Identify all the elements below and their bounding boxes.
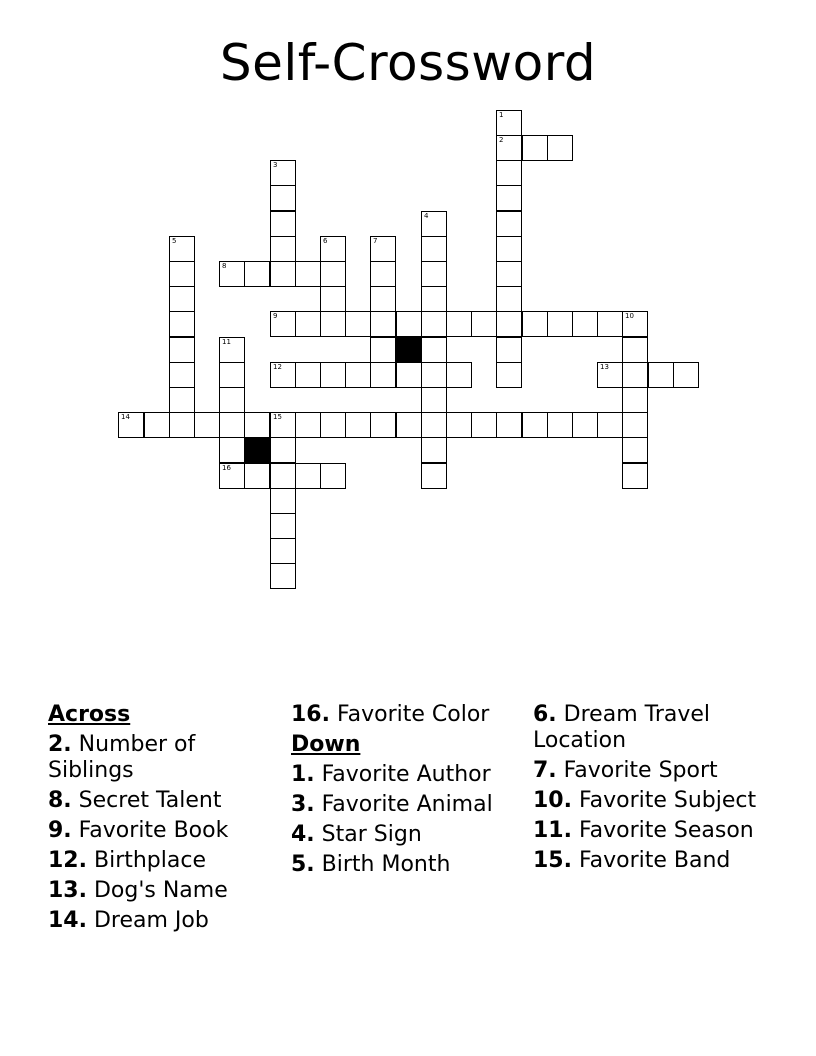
grid-cell[interactable] (421, 387, 447, 413)
clue-column-3 (533, 702, 769, 878)
grid-cell[interactable] (244, 463, 270, 489)
grid-cell[interactable] (597, 311, 623, 337)
grid-cell[interactable] (270, 538, 296, 564)
grid-cell[interactable] (295, 261, 321, 287)
clue-text: Dream Job (93, 908, 209, 933)
grid-cell[interactable] (169, 362, 195, 388)
clue-number: 4. (291, 822, 315, 847)
grid-cell[interactable] (496, 261, 522, 287)
clue-text: Star Sign (321, 822, 422, 847)
grid-cell[interactable] (370, 337, 396, 363)
grid-cell[interactable] (396, 311, 422, 337)
grid-cell[interactable] (421, 412, 447, 438)
cell-number: 1 (499, 111, 504, 119)
grid-cell[interactable] (446, 362, 472, 388)
grid-cell[interactable] (421, 437, 447, 463)
page-title: Self-Crossword (219, 34, 597, 92)
cell-number: 5 (172, 237, 177, 245)
clue-text: Favorite Color (336, 702, 490, 727)
clue-down-7 (533, 758, 769, 784)
grid-cell[interactable] (496, 412, 522, 438)
clue-down-6 (533, 702, 769, 754)
clue-text: Favorite Animal (321, 792, 493, 817)
clue-number: 5. (291, 852, 315, 877)
grid-cell[interactable] (622, 437, 648, 463)
grid-cell[interactable] (345, 362, 371, 388)
grid-cell[interactable] (522, 412, 548, 438)
grid-cell[interactable] (421, 362, 447, 388)
clue-down-3 (291, 792, 527, 818)
clue-number: 9. (48, 818, 72, 843)
grid-cell[interactable] (421, 337, 447, 363)
clue-text: Favorite Season (578, 818, 754, 843)
clue-text: Favorite Subject (578, 788, 757, 813)
cell-number: 6 (323, 237, 328, 245)
clue-number: 2. (48, 732, 72, 757)
grid-cell[interactable] (270, 412, 296, 438)
grid-cell[interactable] (219, 337, 245, 363)
clue-number: 3. (291, 792, 315, 817)
grid-cell[interactable] (496, 337, 522, 363)
grid-cell[interactable] (673, 362, 699, 388)
grid-cell[interactable] (169, 261, 195, 287)
grid-cell[interactable] (496, 211, 522, 237)
grid-cell[interactable] (572, 311, 598, 337)
clue-number: 14. (48, 908, 87, 933)
clue-text: Favorite Author (321, 762, 491, 787)
grid-cell[interactable] (597, 412, 623, 438)
grid-cell[interactable] (370, 236, 396, 262)
grid-cell[interactable] (370, 286, 396, 312)
clue-text: Birth Month (321, 852, 451, 877)
grid-cell[interactable] (597, 362, 623, 388)
grid-cell[interactable] (270, 362, 296, 388)
cell-number: 16 (222, 464, 231, 472)
grid-cell[interactable] (496, 110, 522, 136)
clue-down-10 (533, 788, 769, 814)
grid-cell[interactable] (320, 362, 346, 388)
grid-cell[interactable] (622, 387, 648, 413)
cell-number: 15 (273, 413, 282, 421)
clue-down-1 (291, 762, 527, 788)
clue-text: Dog's Name (93, 878, 228, 903)
grid-cell[interactable] (421, 211, 447, 237)
grid-cell[interactable] (522, 135, 548, 161)
clue-across-8 (48, 788, 284, 814)
grid-cell[interactable] (547, 412, 573, 438)
grid-cell[interactable] (295, 311, 321, 337)
grid-cell[interactable] (169, 337, 195, 363)
grid-cell[interactable] (270, 185, 296, 211)
grid-cell[interactable] (169, 387, 195, 413)
clue-number: 6. (533, 702, 557, 727)
clue-text: Favorite Sport (563, 758, 718, 783)
grid-cell[interactable] (622, 463, 648, 489)
clue-text: Secret Talent (78, 788, 222, 813)
grid-cell[interactable] (421, 261, 447, 287)
cell-number: 13 (600, 363, 609, 371)
grid-cell[interactable] (118, 412, 144, 438)
clue-across-12 (48, 848, 284, 874)
grid-cell[interactable] (295, 463, 321, 489)
grid-cell[interactable] (295, 412, 321, 438)
black-cell (244, 437, 270, 463)
grid-cell[interactable] (421, 236, 447, 262)
grid-cell[interactable] (370, 311, 396, 337)
clue-down-11 (533, 818, 769, 844)
clue-text: Birthplace (93, 848, 206, 873)
grid-cell[interactable] (219, 412, 245, 438)
grid-cell[interactable] (622, 337, 648, 363)
cell-number: 14 (121, 413, 130, 421)
grid-cell[interactable] (270, 211, 296, 237)
grid-cell[interactable] (169, 236, 195, 262)
grid-cell[interactable] (547, 311, 573, 337)
cell-number: 7 (373, 237, 378, 245)
grid-cell[interactable] (622, 311, 648, 337)
grid-cell[interactable] (446, 311, 472, 337)
grid-cell[interactable] (421, 311, 447, 337)
grid-cell[interactable] (169, 311, 195, 337)
grid-cell[interactable] (446, 412, 472, 438)
clue-across-9 (48, 818, 284, 844)
grid-cell[interactable] (219, 463, 245, 489)
cell-number: 4 (424, 212, 429, 220)
grid-cell[interactable] (244, 412, 270, 438)
grid-cell[interactable] (194, 412, 220, 438)
clue-across-13 (48, 878, 284, 904)
clue-text: Dream Travel Location (533, 702, 711, 753)
grid-cell[interactable] (547, 135, 573, 161)
grid-cell[interactable] (320, 463, 346, 489)
grid-cell[interactable] (471, 412, 497, 438)
grid-cell[interactable] (169, 412, 195, 438)
grid-cell[interactable] (144, 412, 170, 438)
clue-column-1 (48, 702, 284, 938)
grid-cell[interactable] (270, 513, 296, 539)
grid-cell[interactable] (270, 311, 296, 337)
grid-cell[interactable] (219, 362, 245, 388)
clue-down-5 (291, 852, 527, 878)
clue-number: 16. (291, 702, 330, 727)
clue-across-16 (291, 702, 527, 728)
grid-cell[interactable] (396, 412, 422, 438)
grid-cell[interactable] (496, 160, 522, 186)
cell-number: 12 (273, 363, 282, 371)
cell-number: 3 (273, 161, 278, 169)
grid-cell[interactable] (471, 311, 497, 337)
grid-cell[interactable] (496, 185, 522, 211)
grid-cell[interactable] (496, 286, 522, 312)
grid-cell[interactable] (320, 412, 346, 438)
grid-cell[interactable] (396, 362, 422, 388)
clue-across-14 (48, 908, 284, 934)
across-heading: Across (48, 702, 131, 727)
grid-cell[interactable] (320, 286, 346, 312)
grid-cell[interactable] (270, 236, 296, 262)
cell-number: 2 (499, 136, 504, 144)
grid-cell[interactable] (345, 311, 371, 337)
grid-cell[interactable] (496, 135, 522, 161)
cell-number: 9 (273, 312, 278, 320)
down-heading: Down (291, 732, 361, 757)
clue-number: 7. (533, 758, 557, 783)
clue-text: Number of Siblings (48, 732, 196, 783)
clue-number: 11. (533, 818, 572, 843)
clue-down-15 (533, 848, 769, 874)
clue-number: 8. (48, 788, 72, 813)
grid-cell[interactable] (421, 463, 447, 489)
clue-across-2 (48, 732, 284, 784)
clue-number: 13. (48, 878, 87, 903)
grid-cell[interactable] (244, 261, 270, 287)
grid-cell[interactable] (270, 261, 296, 287)
grid-cell[interactable] (622, 362, 648, 388)
grid-cell[interactable] (270, 488, 296, 514)
clue-number: 1. (291, 762, 315, 787)
grid-cell[interactable] (320, 261, 346, 287)
grid-cell[interactable] (270, 437, 296, 463)
clue-column-2 (291, 702, 527, 882)
clue-text: Favorite Band (578, 848, 731, 873)
clue-down-4 (291, 822, 527, 848)
grid-cell[interactable] (572, 412, 598, 438)
grid-cell[interactable] (270, 463, 296, 489)
clue-number: 10. (533, 788, 572, 813)
grid-cell[interactable] (522, 311, 548, 337)
clue-text: Favorite Book (78, 818, 229, 843)
grid-cell[interactable] (648, 362, 674, 388)
grid-cell[interactable] (169, 286, 195, 312)
grid-cell[interactable] (496, 362, 522, 388)
grid-cell[interactable] (219, 387, 245, 413)
grid-cell[interactable] (345, 412, 371, 438)
grid-cell[interactable] (219, 437, 245, 463)
grid-cell[interactable] (295, 362, 321, 388)
grid-cell[interactable] (496, 236, 522, 262)
grid-cell[interactable] (370, 362, 396, 388)
grid-cell[interactable] (421, 286, 447, 312)
black-cell (396, 337, 422, 363)
grid-cell[interactable] (219, 261, 245, 287)
grid-cell[interactable] (496, 311, 522, 337)
grid-cell[interactable] (622, 412, 648, 438)
grid-cell[interactable] (320, 311, 346, 337)
clue-number: 15. (533, 848, 572, 873)
clue-number: 12. (48, 848, 87, 873)
cell-number: 11 (222, 338, 231, 346)
grid-cell[interactable] (270, 563, 296, 589)
cell-number: 10 (625, 312, 634, 320)
grid-cell[interactable] (270, 160, 296, 186)
cell-number: 8 (222, 262, 227, 270)
grid-cell[interactable] (320, 236, 346, 262)
grid-cell[interactable] (370, 261, 396, 287)
grid-cell[interactable] (370, 412, 396, 438)
